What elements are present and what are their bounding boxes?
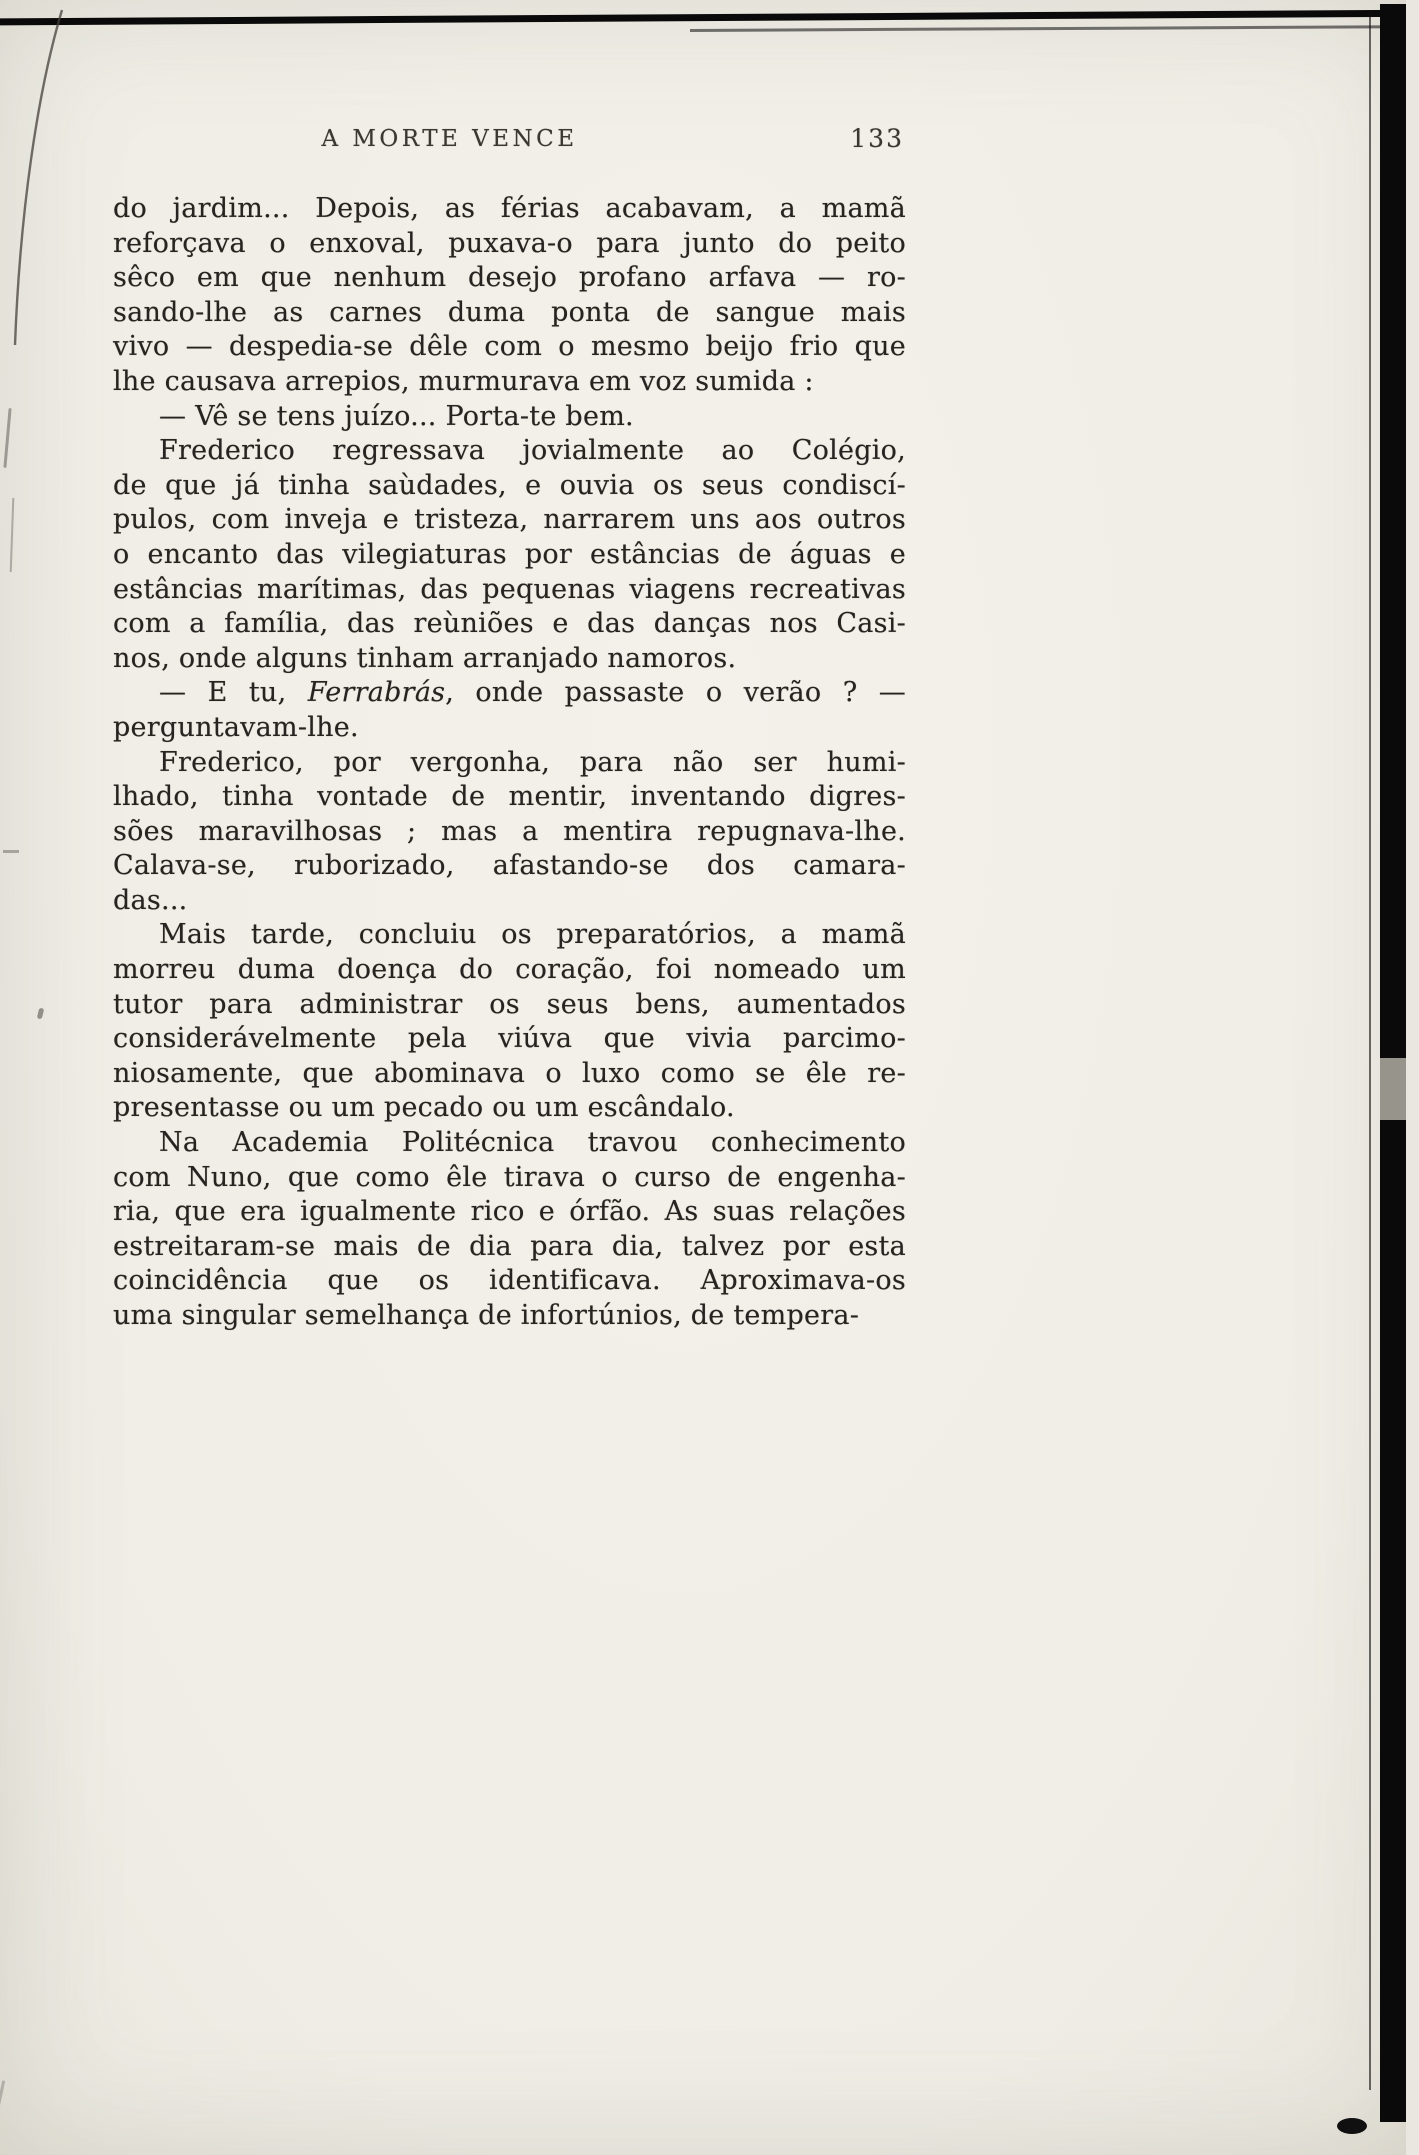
text-line	[113, 1057, 906, 1092]
text-segment: de que já tinha saùdades, e ouvia os seus condiscí-	[113, 469, 906, 501]
text-segment: , onde passaste o verão ? —	[445, 677, 906, 709]
text-line	[113, 434, 906, 469]
text-line	[113, 1299, 906, 1334]
scan-right-bar-notch	[1380, 1058, 1406, 1120]
text-segment: niosamente, que abominava o luxo como se êle re-	[113, 1057, 906, 1089]
text-segment: — E tu,	[159, 677, 308, 709]
text-segment: o encanto das vilegiaturas por estâncias de águas e	[113, 538, 906, 570]
paragraph	[113, 1126, 906, 1334]
text-segment: estreitaram-se mais de dia para dia, talvez por esta	[113, 1230, 906, 1262]
text-segment: com Nuno, que como êle tirava o curso de engenha-	[113, 1161, 906, 1193]
text-segment: Frederico, por vergonha, para não ser humi-	[159, 746, 906, 778]
italic-word: Ferrabrás	[307, 677, 446, 709]
text-segment: com a família, das reùniões e das danças nos Casi-	[113, 608, 906, 640]
text-line	[113, 469, 906, 504]
text-line	[113, 1195, 906, 1230]
scan-right-margin	[1406, 0, 1419, 2155]
text-column	[113, 192, 906, 1334]
text-line	[113, 1022, 906, 1057]
text-line	[113, 227, 906, 262]
text-line	[113, 573, 906, 608]
page-number: 133	[850, 124, 904, 153]
text-line	[113, 746, 906, 781]
text-segment: uma singular semelhança de infortúnios, de tempera-	[113, 1300, 860, 1331]
text-line	[113, 918, 906, 953]
text-line	[113, 988, 906, 1023]
text-line	[113, 503, 906, 538]
text-segment: morreu duma doença do coração, foi nomeado um	[113, 954, 906, 986]
text-line	[113, 261, 906, 296]
text-segment: lhado, tinha vontade de mentir, inventando digres-	[113, 781, 906, 813]
paragraph	[113, 400, 906, 435]
scan-bottom-right-blob	[1337, 2118, 1367, 2134]
text-line	[113, 538, 906, 573]
text-line	[113, 296, 906, 331]
paragraph	[113, 434, 906, 676]
text-segment: Calava-se, ruborizado, afastando-se dos camara-	[113, 850, 906, 882]
paragraph	[113, 918, 906, 1126]
text-line	[113, 1091, 906, 1126]
page-header	[113, 126, 906, 158]
text-segment: nos, onde alguns tinham arranjado namoros.	[113, 642, 737, 674]
scan-margin-mark	[3, 408, 11, 468]
text-line	[113, 884, 906, 919]
text-segment: — Vê se tens juízo... Porta-te bem.	[159, 400, 634, 432]
text-segment: Frederico regressava jovialmente ao Colégio,	[159, 435, 906, 467]
text-line	[113, 192, 906, 227]
text-segment: sêco em que nenhum desejo profano arfava — ro-	[113, 262, 906, 294]
text-line	[113, 607, 906, 642]
text-line	[113, 676, 906, 711]
text-segment: sões maravilhosas ; mas a mentira repugnava-lhe.	[113, 815, 906, 847]
scan-speck-mark	[37, 1008, 45, 1020]
text-segment: reforçava o enxoval, puxava-o para junto do peito	[113, 227, 906, 259]
scan-margin-mark	[10, 498, 15, 572]
text-segment: vivo — despedia-se dêle com o mesmo beijo frio que	[113, 331, 906, 363]
text-line	[113, 1161, 906, 1196]
text-line	[113, 1264, 906, 1299]
text-segment: estâncias marítimas, das pequenas viagens recreativas	[113, 573, 906, 605]
scan-margin-mark	[3, 850, 19, 853]
scan-bottom-left-mark	[0, 2080, 5, 2139]
text-line	[113, 815, 906, 850]
text-segment: presentasse ou um pecado ou um escândalo.	[113, 1092, 735, 1124]
paragraph	[113, 192, 906, 400]
text-line	[113, 365, 906, 400]
text-line	[113, 780, 906, 815]
text-segment: das...	[113, 884, 188, 916]
text-segment: do jardim... Depois, as férias acabavam, a mamã	[113, 193, 906, 224]
text-segment: perguntavam-lhe.	[113, 711, 359, 743]
paragraph	[113, 746, 906, 919]
scan-right-inner-line-artifact	[1369, 10, 1371, 2090]
text-segment: sando-lhe as carnes duma ponta de sangue mais	[113, 296, 906, 328]
text-segment: Na Academia Politécnica travou conhecimento	[159, 1127, 906, 1159]
scan-top-edge-artifact	[0, 10, 1419, 26]
text-line	[113, 711, 906, 746]
scan-hair-mark	[0, 0, 130, 370]
text-segment: tutor para administrar os seus bens, aumentados	[113, 988, 906, 1020]
text-line	[113, 1230, 906, 1265]
text-segment: pulos, com inveja e tristeza, narrarem uns aos outros	[113, 504, 906, 536]
text-line	[113, 642, 906, 677]
text-segment: ria, que era igualmente rico e órfão. As suas relações	[113, 1196, 906, 1228]
text-segment: lhe causava arrepios, murmurava em voz sumida :	[113, 365, 814, 397]
scan-top-edge-artifact-secondary	[690, 25, 1419, 32]
text-segment: Mais tarde, concluiu os preparatórios, a mamã	[159, 919, 906, 951]
text-line	[113, 849, 906, 884]
text-line	[113, 400, 906, 435]
running-title: A MORTE VENCE	[321, 126, 578, 152]
text-line	[113, 330, 906, 365]
text-line	[113, 953, 906, 988]
text-segment: coincidência que os identificava. Aproximava-os	[113, 1265, 906, 1297]
paragraph	[113, 676, 906, 745]
text-segment: considerávelmente pela viúva que vivia parcimo-	[113, 1023, 906, 1055]
text-line	[113, 1126, 906, 1161]
